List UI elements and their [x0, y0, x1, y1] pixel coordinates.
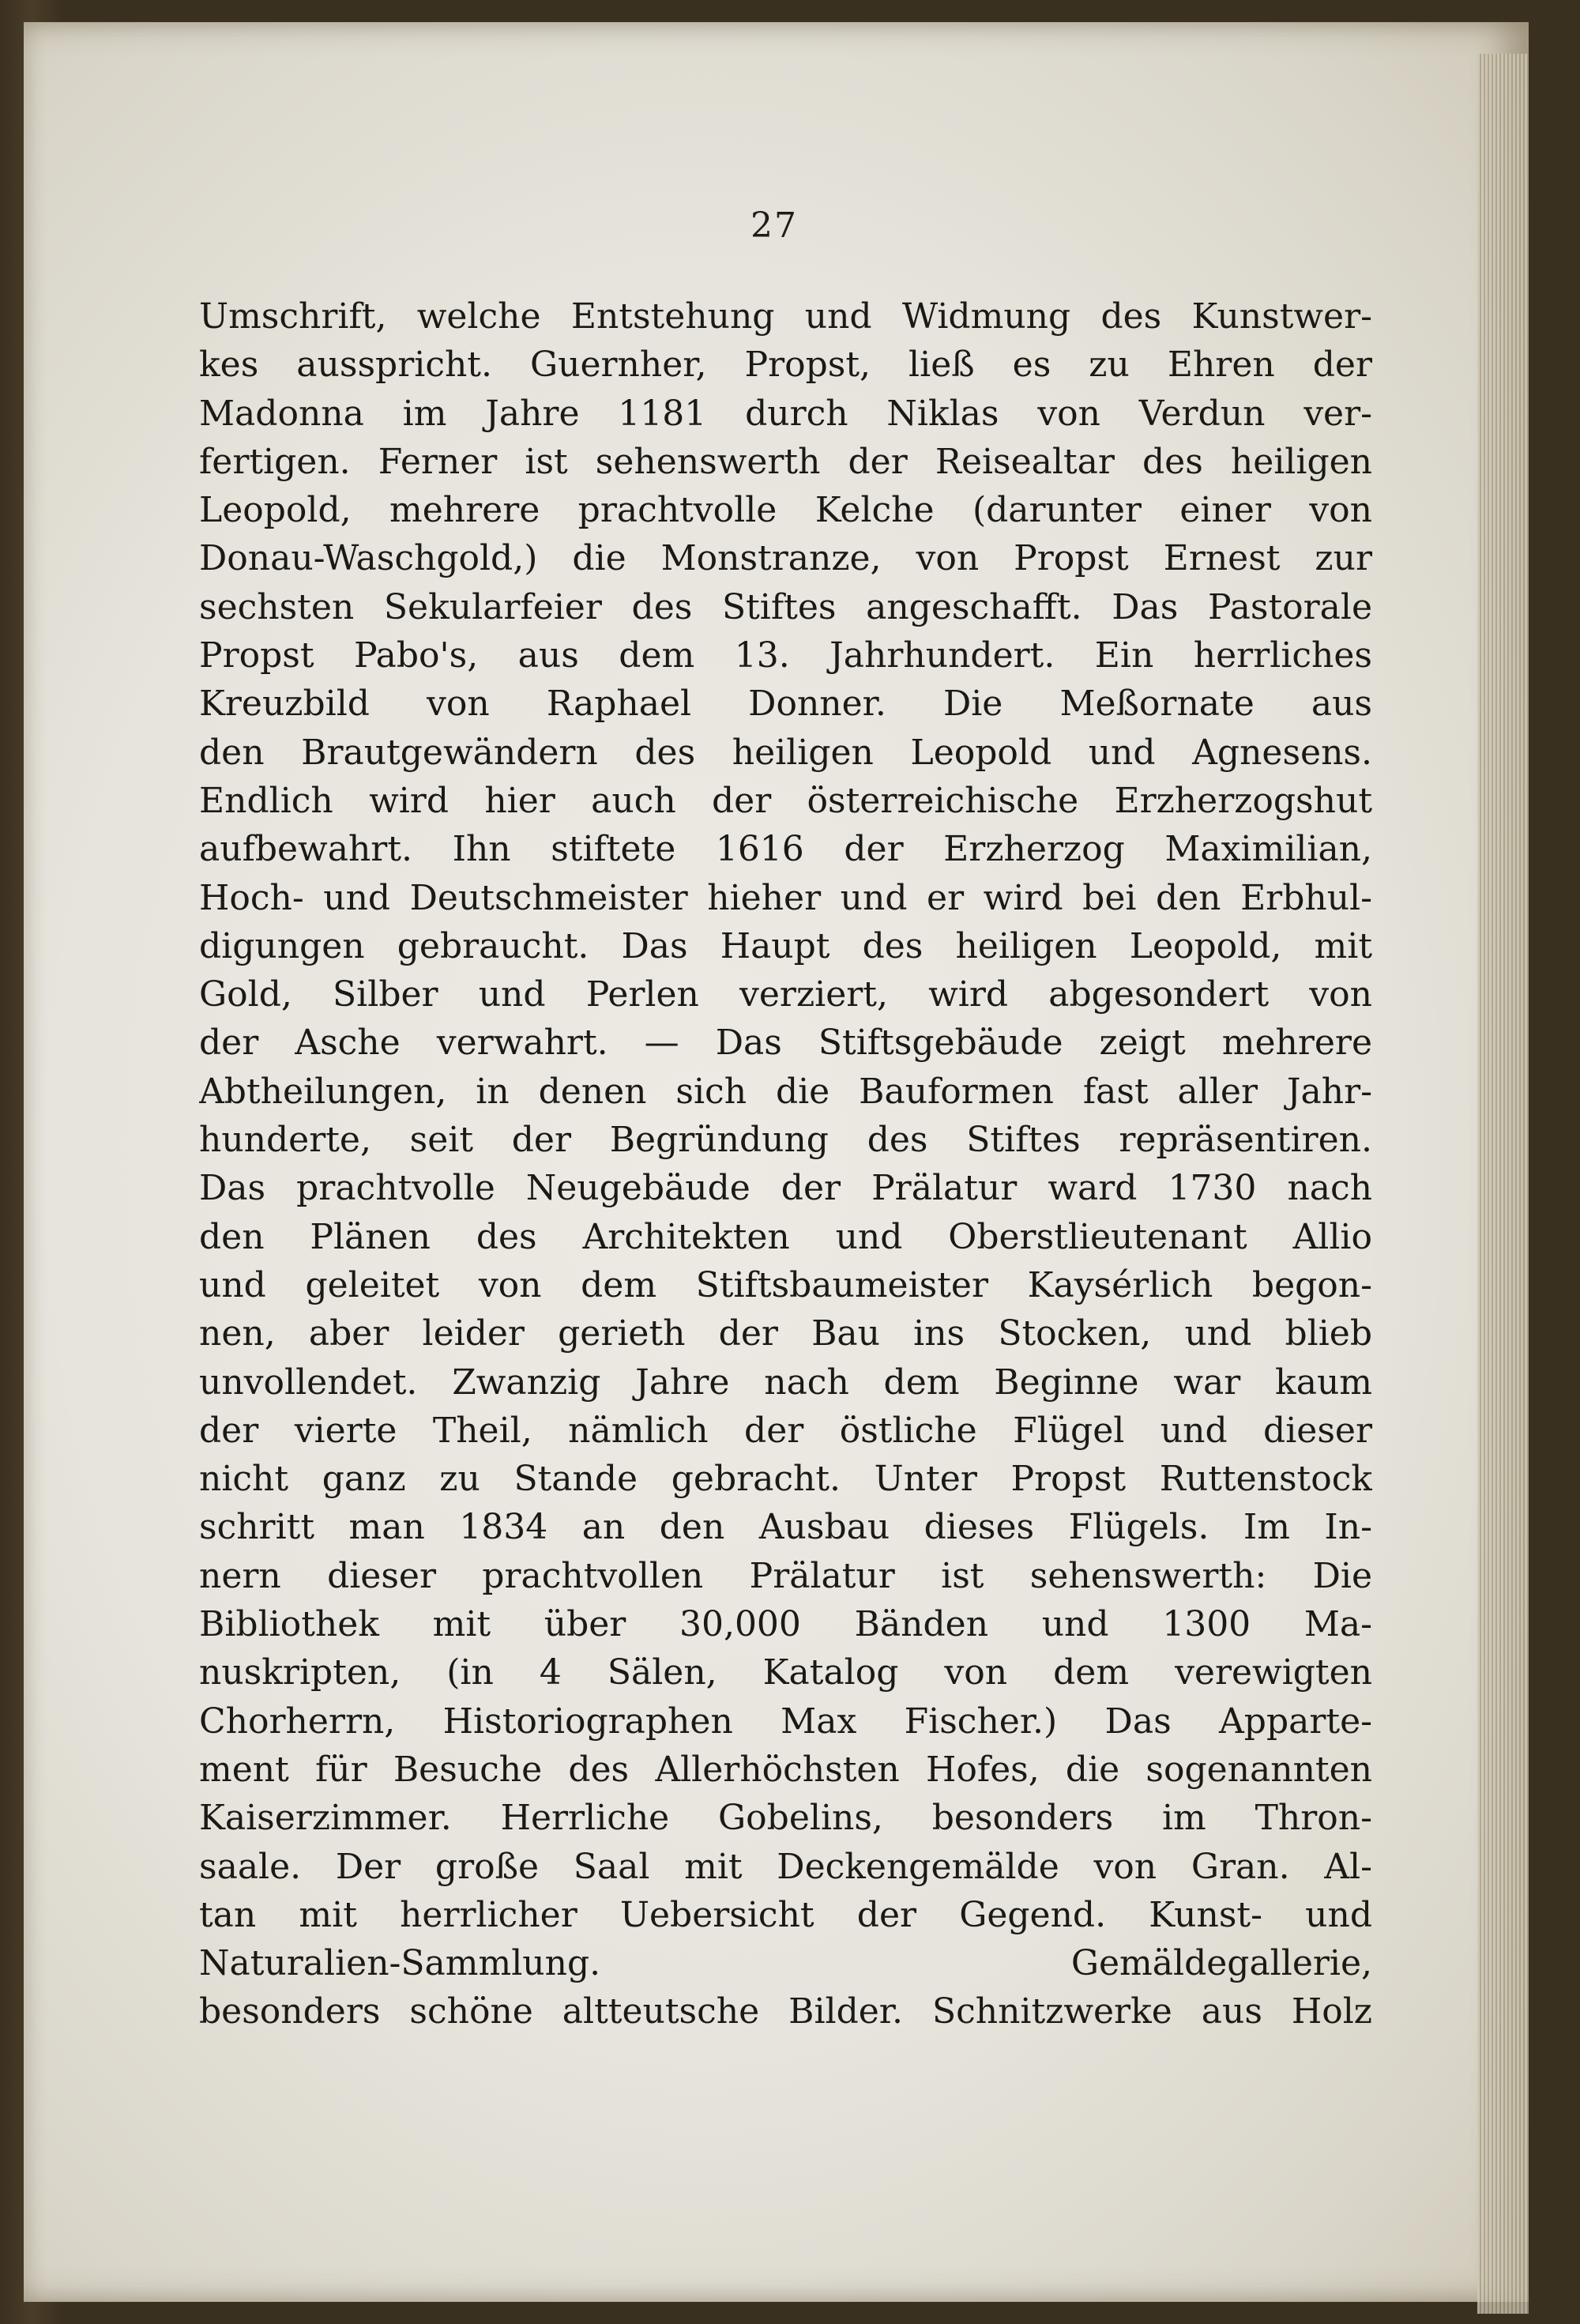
text-line: den Plänen des Architekten und Oberstlieutenant Allio [199, 1216, 1372, 1257]
page-stack-edge [1477, 54, 1529, 2314]
text-line: Gold, Silber und Perlen verziert, wird abgesondert von [199, 974, 1372, 1015]
text-line: fertigen. Ferner ist sehenswerth der Reisealtar des heiligen [199, 441, 1372, 482]
body-text [199, 292, 1372, 2036]
text-line: kes ausspricht. Guernher, Propst, ließ es zu Ehren der [199, 345, 1372, 386]
text-line: Endlich wird hier auch der österreichische Erzherzogshut [199, 780, 1372, 821]
text-line: Donau-Waschgold,) die Monstranze, von Propst Ernest zur [199, 538, 1372, 579]
text-line: Kaiserzimmer. Herrliche Gobelins, besonders im Thron- [199, 1798, 1372, 1839]
text-line: aufbewahrt. Ihn stiftete 1616 der Erzherzog Maximilian, [199, 829, 1372, 870]
text-line: ment für Besuche des Allerhöchsten Hofes, die sogenannten [199, 1749, 1372, 1790]
text-line: Das prachtvolle Neugebäude der Prälatur ward 1730 nach [199, 1168, 1372, 1209]
text-line: Naturalien-Sammlung. Gemäldegallerie, [199, 1943, 1372, 1984]
text-line: und geleitet von dem Stiftsbaumeister Kaysérlich begon- [199, 1264, 1372, 1305]
text-line: saale. Der große Saal mit Deckengemälde von Gran. Al- [199, 1846, 1372, 1887]
text-line: der vierte Theil, nämlich der östliche Flügel und dieser [199, 1410, 1372, 1451]
text-line: digungen gebraucht. Das Haupt des heiligen Leopold, mit [199, 925, 1372, 966]
text-line: nuskripten, (in 4 Sälen, Katalog von dem verewigten [199, 1652, 1372, 1693]
page-number: 27 [750, 205, 798, 246]
text-line: den Brautgewändern des heiligen Leopold und Agnesens. [199, 732, 1372, 773]
text-line: nern dieser prachtvollen Prälatur ist sehenswerth: Die [199, 1555, 1372, 1596]
text-line: besonders schöne altteutsche Bilder. Schnitzwerke aus Holz [199, 1991, 1372, 2032]
text-line: Propst Pabo's, aus dem 13. Jahrhundert. Ein herrliches [199, 635, 1372, 676]
text-line: nen, aber leider gerieth der Bau ins Stocken, und blieb [199, 1313, 1372, 1354]
text-line: der Asche verwahrt. — Das Stiftsgebäude zeigt mehrere [199, 1023, 1372, 1064]
book-page [24, 22, 1529, 2302]
text-line: sechsten Sekularfeier des Stiftes angeschafft. Das Pastorale [199, 586, 1372, 627]
text-line: Madonna im Jahre 1181 durch Niklas von Verdun ver- [199, 393, 1372, 434]
text-line: Abtheilungen, in denen sich die Bauformen fast aller Jahr- [199, 1071, 1372, 1112]
text-line: Kreuzbild von Raphael Donner. Die Meßornate aus [199, 684, 1372, 725]
text-line: Chorherrn, Historiographen Max Fischer.) Das Apparte- [199, 1701, 1372, 1742]
text-line: hunderte, seit der Begründung des Stiftes repräsentiren. [199, 1120, 1372, 1161]
text-line: Umschrift, welche Entstehung und Widmung des Kunstwer- [199, 296, 1372, 337]
text-line: schritt man 1834 an den Ausbau dieses Flügels. Im In- [199, 1507, 1372, 1548]
text-line: nicht ganz zu Stande gebracht. Unter Propst Ruttenstock [199, 1459, 1372, 1500]
text-line: unvollendet. Zwanzig Jahre nach dem Beginne war kaum [199, 1362, 1372, 1403]
text-line: Hoch- und Deutschmeister hieher und er wird bei den Erbhul- [199, 877, 1372, 918]
text-line: Bibliothek mit über 30,000 Bänden und 1300 Ma- [199, 1604, 1372, 1645]
text-line: tan mit herrlicher Uebersicht der Gegend. Kunst- und [199, 1894, 1372, 1935]
text-line: Leopold, mehrere prachtvolle Kelche (darunter einer von [199, 490, 1372, 531]
